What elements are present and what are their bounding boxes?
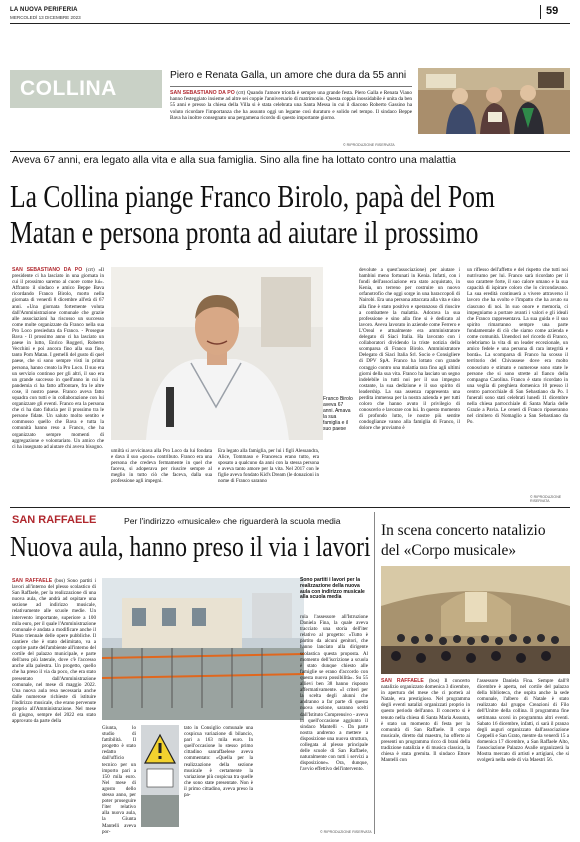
main-article-copyright: © RIPRODUZIONE RISERVATA [530,495,562,503]
franco-photo-caption: Franco Birolo aveva 67 anni. Amava la sua famiglia e il suo paese [323,396,353,432]
main-article-title-1: La Collina piange Franco Birolo, papà del Pom [10,178,495,214]
page-number: 59 [546,5,559,17]
section-collina-label: COLLINA [20,77,117,100]
construction-site-photo [102,578,304,720]
concert-place: SAN RAFFAELE [381,678,424,684]
raffaele-col-3: tato in Consiglio comunale una cospicua variazione di bilancio, pari a 163 mila euro. In quell'occasione lo stesso primo cittadino sanraffaelese aveva commentato: «Quella per la realizzazione della sezione musicale è certamente la variazione più cospicua tra quelle che sono state presentate. Non è il primo cittadino, aveva preso la pa- [184,725,253,799]
section-collina-banner [10,70,162,108]
warning-sign-photo [141,725,179,827]
concert-photo [381,566,570,674]
concert-col-1 [381,678,470,828]
collina-banner-text: (crt) Quando l'amore trionfa è sempre una grande festa. Piero Galla e Renata Viano hanno festeggiato insieme ad altre sei coppie l'anniversario di matrimonio. Questa coppia inossidabile è unita da ben 55 anni e presso la chiesa della Villa si è stata celebrata una Santa Messa in cui il diacono Roberto Gassino ha voluto ricordare l'importanza che ha assunto oggi un legame così duraturo e solido nel tempo. Il sindaco Beppe Bava ha inoltre consegnato una pergamena ricordo di questo importante giorno. [170,90,412,121]
main-article-col-2: umiltà si avvicinava alla Pro Loco da lui fondata e dava il suo «poco» contributo. Franco era una persona che credeva fermamente in quel che faceva, si adoperava per riuscire sempre al meglio in tutto ciò che faceva, dalla sua professione agli impegni. [111,448,212,485]
header-rule [10,23,570,24]
main-article-col-3: Era legato alla famiglia, per lui i figli Alessandra, Alice, Tommaso e Francesca erano tutto, era sposato a qualcuno da anni con la stessa persona e aveva tanto amore per la vita. Nel 2017 con le figlie aveva fondato Kid's Dream (le donazioni in nome di Franco saranno [218,448,319,485]
raffaele-place: SAN RAFFAELE [12,578,53,584]
collina-bottom-rule [10,151,570,152]
collina-banner-place: SAN SEBASTIANO DA PO [170,90,235,96]
masthead: LA NUOVA PERIFERIA [10,7,78,13]
franco-birolo-photo [111,267,323,440]
column-divider [374,512,375,834]
main-bottom-rule [10,507,570,508]
raffaele-box-caption-text: Sono partiti i lavori per la realizzazione della nuova aula con indirizzo musicale alla scuola media [300,577,365,601]
raffaele-col-1-text: (bos) Sono partiti i lavori all'interno del plesso scolastico di San Raffaele, per la realizzazione di una nuova aula, che andrà ad ospitare una sezione ad indirizzo musicale, relativamente alle scuole medie. Un intervento importante, superiore a 100 mila euro, per il quale l'Amministrazione comunale è andata a modificare anche il Piano triennale delle opere pubbliche. Il cantiere che è stato delimitato, va a coprire parte dell'ambiente all'interno del cortile del palazzo municipale, e parte dell'area più laterale, dove c'è l'accesso anche alla palestra. Un progetto, quello che ha preso il via da poco, che era stato presentato dall'Amministrazione comunale, nel mese di maggio 2022. Una nuova aula resa necessaria anche dalle numerose richieste di istituire l'indirizzo musicale, che erano pervenute proprio all'Amministrazione. Nel mese di giugno, sempre del 2022 era stato approvato da parte della [12,578,96,725]
main-article-place: SAN SEBASTIANO DA PO [12,267,83,273]
issue-date: MERCOLEDÌ 13 DICEMBRE 2023 [10,15,81,20]
concert-col-1-text: (bos) Il concerto natalizio organizzato domenica 3 dicembre, in apertura del mese che ci porterà al Natale, era prestigioso. Nel programma degli eventi natalizi organizzati proprio in questo periodo dell'anno. Il concerto si è tenuto nella chiesa di Santa Maria Assunta, è stato un momento di festa per la comunità di San Raffaele. Il corpo musicale, diretto dal maestro, ha offerto ai presenti un programma ricco di brani della tradizione natalizia e di musica classica, la chiesa è stata gremita. Il sindaco Ettore Mantelli con [381,678,470,764]
raffaele-kicker: Per l'indirizzo «musicale» che riguarderà la scuola media [124,516,341,526]
main-article-col-5: un riflesso dell'affetto e del rispetto che tutti noi nutrivamo per lui. Franco sarà ricordato per il suo carattere forte, il suo calore umano e la sua capacità di ispirare coloro che lo circondavano. La sua eredità continuerà a vivere attraverso il lavoro che ha svolto e l'impatto che ha avuto su ciascuno di noi. In suo onore e memoria, ci impegniamo a portare avanti i valori e gli ideali che Franco rappresentava. La sua guida e il suo spirito rimarranno sempre una parte fondamentale di ciò che siamo come azienda e come comunità. Unendoci nel ricordo di Franco, celebriamo la vita di un leader eccezionale, un amico fedele e una persona di rara integrità e bontà». La scomparsa di Franco ha scosso il territorio del Chivassese dove era molto conosciuto e stimato e numerose sono state le persone che si sono strette al fianco della compagna Carolina. Franco è stato ricordato in una veglia di preghiera domenica 10 presso il centro parrocchiale di San Sebastiano da Po. I funerali sono stati celebrati lunedì 11 dicembre nella chiesa parrocchiale di Santa Maria delle Grazie a Pavia. Le ceneri di Franco riposeranno nel cimitero di Nomaglio a San Sebastiano da Po. [467,267,568,426]
collina-banner-body [170,90,412,140]
raffaele-copyright: © RIPRODUZIONE RISERVATA [320,830,372,834]
collina-banner-kicker: Piero e Renata Galla, un amore che dura da 55 anni [170,70,407,81]
main-article-col-1 [12,267,104,497]
section-san-raffaele: SAN RAFFAELE [12,514,97,526]
main-article-col-1-text: (crt) «Il presidente ci ha lasciato in una giornata in cui il prossimo saremo al cuore come lui». Affranto il sindaco e amico Beppe Bava ricordando Franco Birolo, morto nella giornata di venerdì 8 dicembre all'età di 67 anni. «Una giornata fortemente voluta dall'Amministrazione comunale che grazie alle associazioni ha riscosso un successo come molte organizzate da Franco nella sua Pro Loco presieduta da Franco. - Prosegue Bava - Il prossimo anno ci ha lasciato un paese in lutto, Enrico Roggeri, Roberto Vecchini e poi ancora fino alla sua fine, tanto Pom Matan. I gemelli del gusto di quel paese, che si sono sempre visti in prima persona, hanno creato la Pro Loco. Il suo era un servizio continuo per gli altri, il suo era un grande successo in quell'anno in cui la pandemia ci ha fatto affrontare, fra le altre cose, il nostro paese. Franco aveva fatto squadra con tutti e in collaborazione con lui organizzare gli eventi. Franco era la persona che ci ha dato fiducia per il prossimo tra le persone fidate. Un saluto molto sentito e commosso quello che Bava e tutta la comunità hanno reso a Franco, che ha organizzato sempre momenti di aggregazione e volontariato. Un amico che ci ha insegnato ad aiutare chi aveva bisogno. [12,267,104,450]
main-article-title-2: Matan e persona pronta ad aiutare il prossimo [10,214,479,250]
raffaele-col-4: rola l'assessore all'Istruzione Daniela Fina, la quale aveva tracciato una storia dell'iter relativo al progetto: «Tutto è partito da alcuni genitori, che hanno lanciato alla dirigente scolastica questa proposta. Al momento dell'iscrizione a scuola è stato dunque chiesto alle famiglie se erano d'accordo con questa nuova possibilità». Su 55 allievi ben 38 hanno risposto affermativamente. «I criteri per la scelta degli alunni che andranno a far parte di questa nuova sezione, saranno scelti dall'Istituto Comprensivo - aveva in quell'occasione aggiunto il sindaco Mantelli -. Da parte nostra andremo a mettere a disposizione una nuova struttura, collegata al plesso principale delle scuole di San Raffaele, naturalmente con tutti i servizi a disposizione». Ora, dunque, l'avvio effettivo dell'intervento. [300,614,368,773]
page-number-divider [540,5,541,19]
collina-copyright: © RIPRODUZIONE RISERVATA [343,143,395,147]
raffaele-col-2: Giunta, lo studio di fattibilità. Il progetto è stato redatto dall'ufficio tecnico per un importo pari a 150 mila euro. Nel mese di agosto dello stesso anno, per poter proseguire l'iter relativo alla nuova aula, la Giunta Mantelli aveva por- [102,725,136,835]
raffaele-col-1 [12,578,96,828]
collina-kicker-rule [170,86,412,87]
raffaele-box-caption [300,578,368,601]
couple-photo [418,68,570,134]
concert-title-1: In scena concerto natalizio [381,522,546,539]
main-article-subtitle: Aveva 67 anni, era legato alla vita e alla sua famiglia. Sino alla fine ha lottato contro una malattia [12,155,456,166]
main-article-col-4: devolute a quest'associazione) per aiutare i bambini meno fortunati in Kenia. Infatti, con i fondi dell'associazione era stato acquistato, in Kenia, un terreno per costruire un nuovo orfanotrofio che oggi sorge in una baraccopoli di Nairobi. Era una persona attaccata alla vita e sino alla fine è stato positivo e speranzoso di riuscire a combattere la malattia. Adorava la sua professione e sino alla fine si è dedicato al lavoro. Aveva lavorato in aziende come Ferrero e L'Oreal e attualmente era amministratore delegato di Siaci Italia. Ha lavorato con i collaboratori dividendo la triste notizia della scomparsa di Franco Birolo. Amministratore Delegato di Siaci Italia Srl. Socio e Consigliere di DPV SpA. Franco ha lottato con grande coraggio contro una malattia rara fino agli ultimi giorni della sua vita. Franco ha lasciato un segno indelebile in tutti noi per il suo impegno costante, la sua dedizione e il suo spirito di leadership. La sua assenza rappresenta una perdita immensa per la nostra azienda e per tutti coloro che hanno avuto il privilegio di conoscerlo e lavorare con lui. In questo momento di profondo lutto, le nostre più sentite condoglianze vanno alla famiglia di Franco, il dolore che proviamo è [359,267,460,432]
raffaele-title: Nuova aula, hanno preso il via i lavori [10,532,371,563]
concert-col-2: l'assessore Daniela Fina. Sempre dall'8 dicembre è aperta, nel cortile del palazzo della biblioteca, che ospita anche la sede comunale, l'albero di Natale è stato realizzato dal gruppo Creazioni di Filo dell'Unitre della collina. Il programma fine settimana scorsi in programma altri eventi. Sabato 16 dicembre, infatti, ci sarà il pranzo degli auguri organizzato dall'associazione Ceppelli e San Grato, mentre da venerdì 15 a domenica 17 dicembre, a San Raffaele Alto, l'associazione Palazzo Avalle organizzerà la Mostra mercato di artisti e artigiani, che si svolgerà nella sede di via Maestri 56. [477,678,569,764]
concert-title-2: del «Corpo musicale» [381,542,517,559]
